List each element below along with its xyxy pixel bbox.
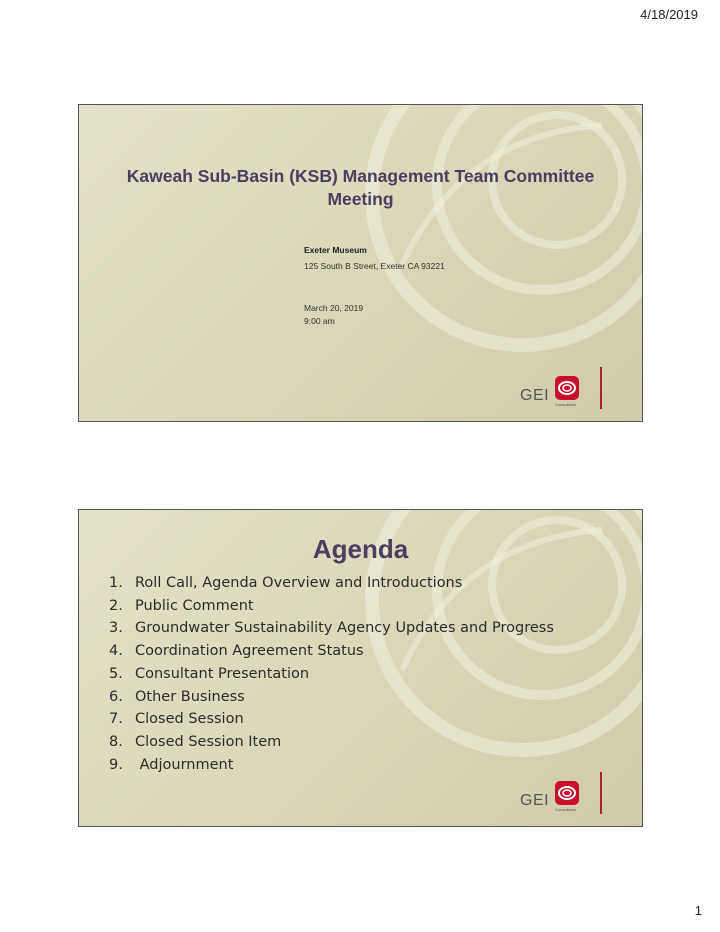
title-slide <box>78 104 643 422</box>
slide-title-line2: Meeting <box>327 189 394 209</box>
gei-swirl-icon <box>554 780 580 806</box>
venue-name: Exeter Museum <box>304 245 367 255</box>
logo-divider <box>600 367 602 409</box>
slide-title-line1: Kaweah Sub-Basin (KSB) Management Team Committee <box>126 166 595 186</box>
agenda-item: 3. Groundwater Sustainability Agency Updates and Progress <box>109 620 554 637</box>
agenda-item: 5. Consultant Presentation <box>109 665 310 682</box>
logo-text: GEI <box>520 387 550 404</box>
agenda-list <box>109 572 554 776</box>
swirl-background-graphic <box>342 104 643 375</box>
agenda-item: 1. Roll Call, Agenda Overview and Introductions <box>109 575 463 591</box>
agenda-item: 4. Coordination Agreement Status <box>109 643 364 660</box>
gei-logo <box>520 780 600 820</box>
page-number: 1 <box>694 903 702 918</box>
meeting-date: March 20, 2019 <box>304 303 364 313</box>
logo-divider <box>600 772 602 814</box>
logo-subtext: Consultants <box>555 402 577 407</box>
venue-address: 125 South B Street, Exeter CA 93221 <box>304 261 445 271</box>
meeting-time: 9:00 am <box>304 316 335 326</box>
agenda-title: Agenda <box>312 534 409 564</box>
agenda-item: 9. Adjournment <box>109 756 234 773</box>
agenda-slide <box>78 509 643 827</box>
agenda-item: 8. Closed Session Item <box>109 733 282 750</box>
page-date: 4/18/2019 <box>640 7 698 22</box>
agenda-item: 7. Closed Session <box>109 711 244 728</box>
gei-swirl-icon <box>554 375 580 401</box>
agenda-item: 6. Other Business <box>109 688 245 705</box>
logo-subtext: Consultants <box>555 807 577 812</box>
slide-title <box>79 165 642 211</box>
agenda-item: 2. Public Comment <box>109 597 254 614</box>
gei-logo <box>520 375 600 415</box>
logo-text: GEI <box>520 792 550 809</box>
